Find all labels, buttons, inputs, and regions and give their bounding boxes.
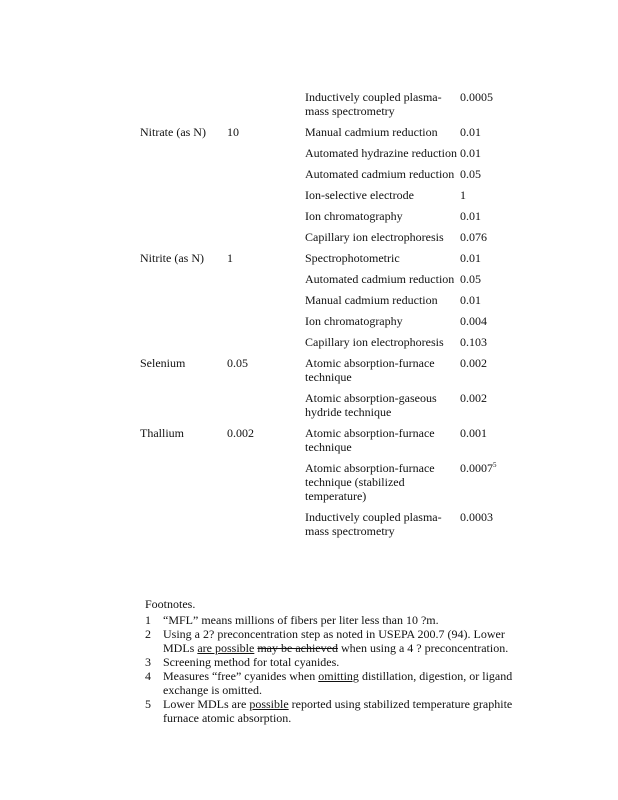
mdl-cell-text: 0.01 [460, 125, 481, 139]
contaminant-cell [140, 314, 227, 335]
contaminant-cell [140, 335, 227, 356]
method-cell [305, 391, 460, 426]
mdl-cell-text: 0.01 [460, 209, 481, 223]
method-cell [305, 314, 460, 335]
footnote-number: 3 [145, 655, 151, 669]
mcl-cell [227, 251, 305, 272]
contaminant-cell [140, 426, 227, 461]
mcl-cell [227, 426, 305, 461]
mcl-cell-text: 1 [227, 251, 233, 265]
footnote-text [163, 697, 525, 725]
contaminant-cell [140, 461, 227, 510]
mdl-cell-text: 0.05 [460, 272, 481, 286]
method-cell-text: Ion chromatography [305, 209, 403, 223]
method-cell-text: Automated cadmium reduction [305, 272, 455, 286]
contaminant-cell [140, 90, 227, 125]
method-cell-text: Ion-selective electrode [305, 188, 414, 202]
method-cell [305, 426, 460, 461]
table-row [140, 314, 520, 335]
mcl-cell [227, 335, 305, 356]
mdl-cell [460, 272, 520, 293]
method-cell [305, 125, 460, 146]
mdl-cell [460, 356, 520, 391]
method-cell [305, 230, 460, 251]
mcl-cell [227, 209, 305, 230]
contaminant-cell [140, 510, 227, 545]
method-cell-text: Spectrophotometric [305, 251, 400, 265]
contaminant-cell [140, 356, 227, 391]
method-cell [305, 461, 460, 510]
mcl-cell-text: 0.05 [227, 356, 248, 370]
mdl-cell [460, 90, 520, 125]
mcl-cell [227, 391, 305, 426]
contaminant-cell [140, 272, 227, 293]
mdl-cell [460, 426, 520, 461]
footnote-number: 4 [145, 669, 151, 683]
table-row [140, 230, 520, 251]
table-row [140, 251, 520, 272]
mdl-cell-text: 0.001 [460, 426, 487, 440]
contaminant-cell [140, 391, 227, 426]
deleted-text: may be achieved [257, 641, 338, 655]
footnote-reference: 5 [493, 461, 497, 469]
mdl-cell-text: 0.076 [460, 230, 487, 244]
mdl-cell [460, 125, 520, 146]
mdl-cell [460, 146, 520, 167]
footnote-text-run: “MFL” means millions of fibers per liter less than 10 ?m. [163, 613, 439, 627]
contaminant-cell-text: Selenium [140, 356, 186, 370]
mdl-cell-text: 0.0005 [460, 90, 493, 104]
footnote-text [163, 655, 525, 669]
method-cell-text: Atomic absorption-furnace technique [305, 426, 435, 454]
table-row [140, 391, 520, 426]
mdl-cell [460, 391, 520, 426]
method-cell-text: Inductively coupled plasma-mass spectrometry [305, 510, 442, 538]
mdl-cell [460, 314, 520, 335]
table-row [140, 209, 520, 230]
footnote-item [145, 669, 525, 697]
contaminant-cell [140, 251, 227, 272]
method-cell-text: Atomic absorption-furnace technique (stabilized temperature) [305, 461, 435, 503]
mcl-cell [227, 188, 305, 209]
mcl-cell [227, 510, 305, 545]
contaminant-cell [140, 188, 227, 209]
footnote-number: 5 [145, 697, 151, 711]
mcl-cell-text: 0.002 [227, 426, 254, 440]
footnote-item [145, 655, 525, 669]
footnote-item [145, 627, 525, 655]
inserted-text: omitting [318, 669, 359, 683]
footnote-item [145, 697, 525, 725]
footnote-text-run: Screening method for total cyanides. [163, 655, 340, 669]
table-row [140, 167, 520, 188]
method-cell [305, 188, 460, 209]
footnote-text [163, 627, 525, 655]
footnote-text-run: Lower MDLs are [163, 697, 250, 711]
mdl-cell [460, 188, 520, 209]
method-cell-text: Inductively coupled plasma-mass spectrometry [305, 90, 442, 118]
mdl-cell [460, 230, 520, 251]
mcl-cell [227, 230, 305, 251]
method-cell [305, 209, 460, 230]
footnote-text-run: Using a 2? preconcentration step as noted in USEPA 200.7 (94). Lower MDLs [163, 627, 505, 655]
table-row [140, 125, 520, 146]
mdl-cell-text: 0.0003 [460, 510, 493, 524]
footnote-text-run: distillation, digestion, or ligand exchange is omitted. [163, 669, 513, 697]
mdl-cell-text: 0.0007 [460, 461, 493, 475]
footnote-text-run: when using a 4 ? preconcentration. [337, 641, 509, 655]
table-row [140, 426, 520, 461]
footnote-number: 1 [145, 613, 151, 627]
method-cell-text: Capillary ion electrophoresis [305, 335, 444, 349]
method-cell-text: Atomic absorption-furnace technique [305, 356, 435, 384]
method-cell [305, 356, 460, 391]
method-cell-text: Automated hydrazine reduction [305, 146, 457, 160]
mdl-cell [460, 209, 520, 230]
method-cell-text: Manual cadmium reduction [305, 293, 438, 307]
mcl-cell [227, 167, 305, 188]
method-cell [305, 335, 460, 356]
mdl-cell-text: 0.004 [460, 314, 487, 328]
mcl-cell [227, 314, 305, 335]
method-cell-text: Atomic absorption-gaseous hydride technique [305, 391, 437, 419]
mcl-cell-text: 10 [227, 125, 239, 139]
mdl-cell-text: 0.01 [460, 146, 481, 160]
method-cell-text: Automated cadmium reduction [305, 167, 455, 181]
contaminant-cell-text: Thallium [140, 426, 184, 440]
detection-limits-table [140, 90, 520, 545]
method-cell [305, 510, 460, 545]
table-row [140, 188, 520, 209]
table-row [140, 272, 520, 293]
mdl-cell-text: 1 [460, 188, 466, 202]
contaminant-cell [140, 293, 227, 314]
footnote-number: 2 [145, 627, 151, 641]
mdl-cell [460, 461, 520, 510]
mdl-cell [460, 335, 520, 356]
contaminant-cell [140, 230, 227, 251]
method-cell-text: Capillary ion electrophoresis [305, 230, 444, 244]
footnote-text-run: reported using stabilized temperature graphite furnace atomic absorption. [163, 697, 513, 725]
table-row [140, 293, 520, 314]
mdl-cell-text: 0.01 [460, 251, 481, 265]
footnote-item [145, 613, 525, 627]
mdl-cell [460, 251, 520, 272]
table-row [140, 461, 520, 510]
footnotes-section [145, 597, 525, 725]
mcl-cell [227, 461, 305, 510]
method-cell [305, 167, 460, 188]
method-cell-text: Ion chromatography [305, 314, 403, 328]
mdl-cell-text: 0.002 [460, 356, 487, 370]
table-row [140, 356, 520, 391]
mcl-cell [227, 356, 305, 391]
mcl-cell [227, 293, 305, 314]
contaminant-cell [140, 167, 227, 188]
contaminant-cell [140, 125, 227, 146]
method-cell-text: Manual cadmium reduction [305, 125, 438, 139]
mcl-cell [227, 272, 305, 293]
table-row [140, 146, 520, 167]
mdl-cell-text: 0.103 [460, 335, 487, 349]
mcl-cell [227, 125, 305, 146]
method-cell [305, 90, 460, 125]
table-row [140, 90, 520, 125]
method-cell [305, 272, 460, 293]
table-body [140, 90, 520, 545]
contaminant-cell-text: Nitrite (as N) [140, 251, 204, 265]
inserted-text: are possible [197, 641, 255, 655]
method-cell [305, 146, 460, 167]
footnote-text [163, 613, 525, 627]
footnotes-list [145, 613, 525, 725]
table-row [140, 335, 520, 356]
mdl-cell [460, 293, 520, 314]
mdl-cell-text: 0.05 [460, 167, 481, 181]
method-cell [305, 251, 460, 272]
contaminant-cell-text: Nitrate (as N) [140, 125, 206, 139]
inserted-text: possible [249, 697, 289, 711]
method-cell [305, 293, 460, 314]
mdl-cell [460, 167, 520, 188]
contaminant-cell [140, 146, 227, 167]
mcl-cell [227, 146, 305, 167]
mdl-cell-text: 0.01 [460, 293, 481, 307]
footnotes-heading: Footnotes. [145, 597, 196, 611]
mcl-cell [227, 90, 305, 125]
footnote-text [163, 669, 525, 697]
table-row [140, 510, 520, 545]
footnote-text-run: Measures “free” cyanides when [163, 669, 319, 683]
mdl-cell [460, 510, 520, 545]
mdl-cell-text: 0.002 [460, 391, 487, 405]
contaminant-cell [140, 209, 227, 230]
